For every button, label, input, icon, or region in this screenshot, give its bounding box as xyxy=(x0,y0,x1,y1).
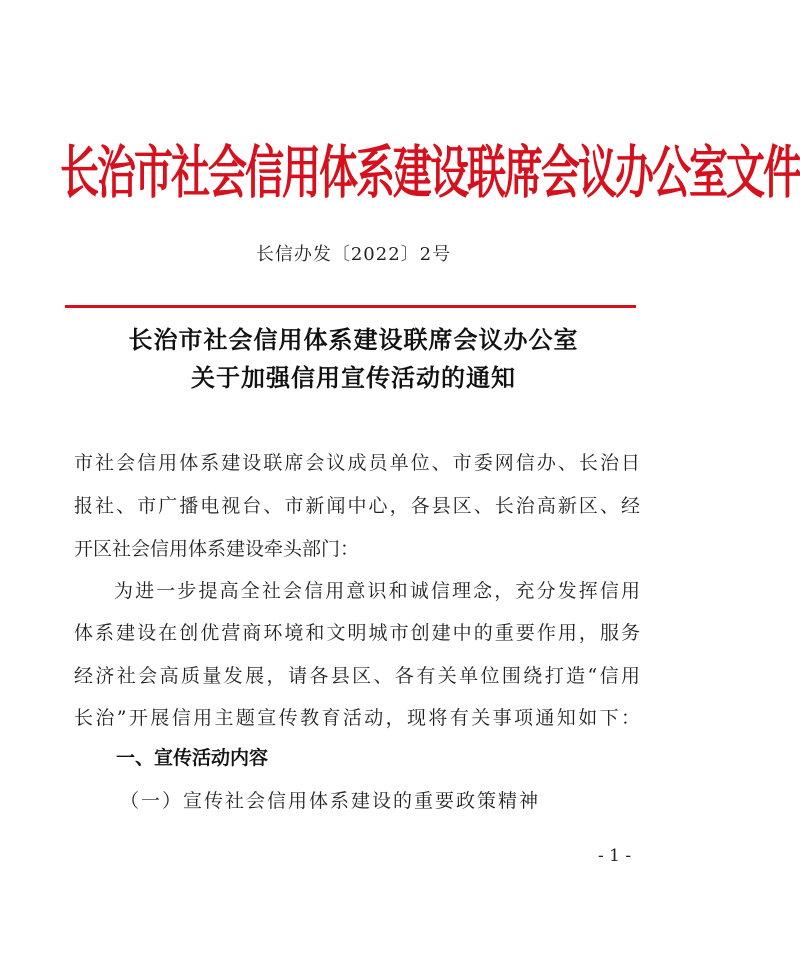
page-number: - 1 - xyxy=(598,846,632,866)
subsection-heading: （一）宣传社会信用体系建设的重要政策精神 xyxy=(120,790,541,812)
intro-paragraph-line: 为进一步提高全社会信用意识和诚信理念，充分发挥信用 xyxy=(114,580,640,602)
document-number: 长信办发〔2022〕2号 xyxy=(255,244,452,265)
addressee-line: 报社、市广播电视台、市新闻中心，各县区、长治高新区、经 xyxy=(74,495,640,517)
document-title-line-2: 关于加强信用宣传活动的通知 xyxy=(191,363,516,392)
intro-paragraph-line: 体系建设在创优营商环境和文明城市创建中的重要作用，服务 xyxy=(74,622,640,644)
issuer-header: 长治市社会信用体系建设联席会议办公室文件 xyxy=(60,142,800,205)
document-title-line-1: 长治市社会信用体系建设联席会议办公室 xyxy=(128,325,579,354)
red-divider-line xyxy=(65,305,636,308)
section-heading: 一、宣传活动内容 xyxy=(116,747,269,769)
intro-paragraph-line: 长治”开展信用主题宣传教育活动，现将有关事项通知如下： xyxy=(74,707,640,729)
addressee-line: 市社会信用体系建设联席会议成员单位、市委网信办、长治日 xyxy=(74,452,640,474)
addressee-line: 开区社会信用体系建设牵头部门： xyxy=(74,538,360,560)
intro-paragraph-line: 经济社会高质量发展，请各县区、各有关单位围绕打造“信用 xyxy=(74,665,640,687)
